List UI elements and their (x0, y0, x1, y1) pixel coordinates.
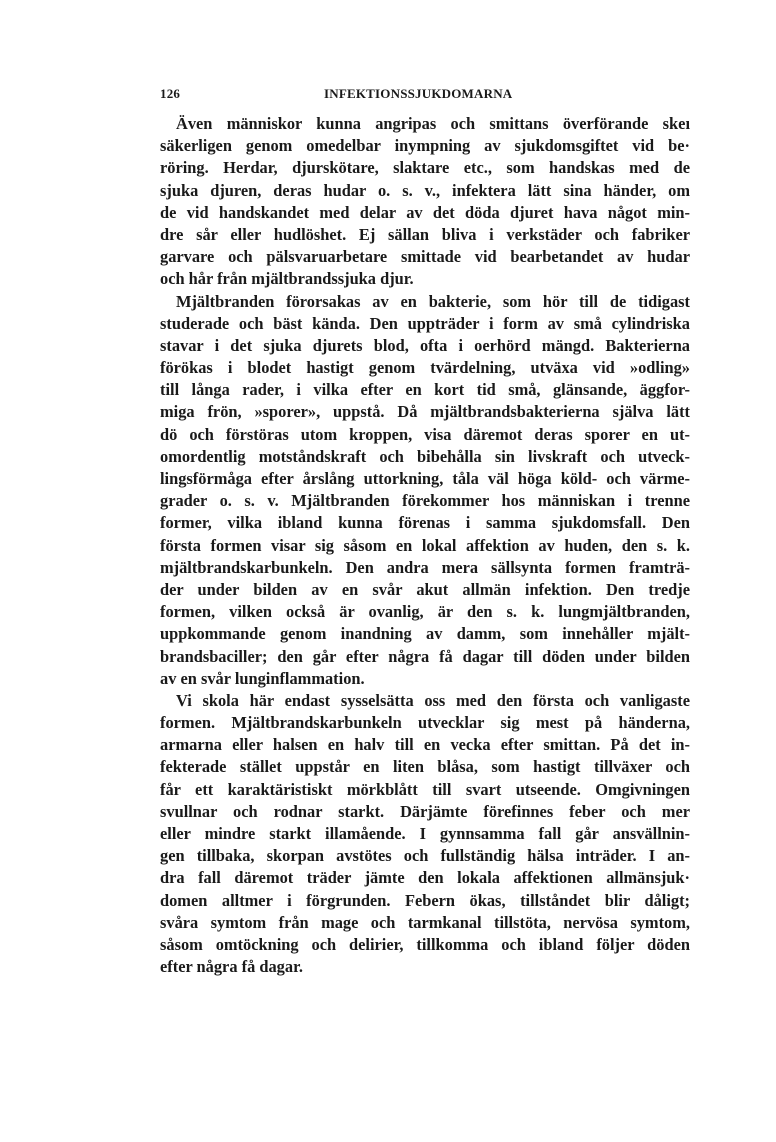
text-line: armarna eller halsen en halv till en vecka efter smittan. På det in- (160, 735, 690, 755)
text-line: dra fall däremot träder jämte den lokala affektionen allmänsjuk· (160, 868, 690, 888)
text-line: formen, vilken också är ovanlig, är den s. k. lungmjältbranden, (160, 602, 690, 622)
text-line: dre sår eller hudlöshet. Ej sällan bliva i verkstäder och fabriker (160, 224, 690, 244)
text-line: uppkommande genom inandning av damm, som innehåller mjält- (160, 624, 690, 644)
text-line: gen tillbaka, skorpan avstötes och fullständig hälsa inträder. I an- (160, 846, 690, 866)
text-line: miga frön, »sporer», uppstå. Då mjältbrandsbakterierna själva lätt (160, 402, 690, 422)
text-line: brandsbaciller; den går efter några få dagar till döden under bilden (160, 646, 690, 666)
text-line: efter några få dagar. (160, 957, 303, 977)
text-line: Även människor kunna angripas och smittans överförande skeı (176, 114, 690, 133)
text-line: av en svår lunginflammation. (160, 668, 365, 688)
text-line: formen. Mjältbrandskarbunkeln utvecklar sig mest på händerna, (160, 713, 690, 733)
text-line: former, vilka ibland kunna förenas i samma sjukdomsfall. Den (160, 513, 690, 533)
text-line: garvare och pälsvaruarbetare smittade vid bearbetandet av hudar (160, 247, 690, 267)
text-line: svullnar och rodnar starkt. Därjämte förefinnes feber och mer (160, 801, 690, 821)
text-line: Mjältbranden förorsakas av en bakterie, som hör till de tidigast (176, 291, 690, 311)
text-line: der under bilden av en svår akut allmän infektion. Den tredje (160, 579, 690, 599)
text-line: lingsförmåga efter årslång uttorkning, tåla väl höga köld- och värme- (160, 469, 690, 488)
text-line: mjältbrandskarbunkeln. Den andra mera sällsynta formen framträ- (160, 557, 690, 577)
text-line: fekterade stället uppstår en liten blåsa, som hastigt tillväxer och (160, 757, 690, 777)
page-number: 126 (160, 86, 181, 101)
body-text (160, 113, 690, 978)
text-line: röring. Herdar, djurskötare, slaktare etc., som handskas med de (160, 158, 690, 178)
text-line: Vi skola här endast sysselsätta oss med den första och vanligaste (176, 690, 690, 710)
text-line: första formen visar sig såsom en lokal affektion av huden, den s. k. (160, 535, 690, 555)
text-line: sjuka djuren, deras hudar o. s. v., infektera lätt sina händer, om (160, 180, 690, 200)
page-header (160, 86, 690, 106)
text-line: stavar i det sjuka djurets blod, ofta i oerhörd mängd. Bakterierna (160, 335, 690, 355)
text-line: säkerligen genom omedelbar inympning av sjukdomsgiftet vid be· (160, 136, 690, 156)
text-line: såsom omtöckning och delirier, tillkomma och ibland följer döden (160, 934, 690, 954)
text-line: svåra symtom från mage och tarmkanal tillstöta, nervösa symtom, (160, 912, 690, 932)
text-line: grader o. s. v. Mjältbranden förekommer hos människan i trenne (160, 491, 690, 511)
text-line: omordentlig motståndskraft och bibehålla sin livskraft och utveck- (160, 446, 690, 466)
text-line: de vid handskandet med delar av det döda djuret hava något min- (160, 202, 690, 222)
text-line: domen alltmer i förgrunden. Febern ökas, tillståndet blir dåligt; (160, 890, 690, 910)
text-line: förökas i blodet hastigt genom tvärdelning, utväxa vid »odling» (160, 358, 690, 378)
running-head: INFEKTIONSSJUKDOMARNA (324, 86, 513, 101)
text-line: får ett karaktäristiskt mörkblått till svart utseende. Omgivningen (160, 779, 690, 799)
text-line: dö och förstöras utom kroppen, visa däremot deras sporer en ut- (160, 424, 690, 444)
text-line: och hår från mjältbrandssjuka djur. (160, 269, 414, 289)
text-line: eller mindre starkt illamående. I gynnsamma fall går ansvällnin- (160, 824, 690, 843)
text-line: till långa rader, i vilka efter en kort tid små, glänsande, äggfor- (160, 380, 690, 400)
text-line: studerade och bäst kända. Den uppträder i form av små cylindriska (160, 313, 690, 333)
